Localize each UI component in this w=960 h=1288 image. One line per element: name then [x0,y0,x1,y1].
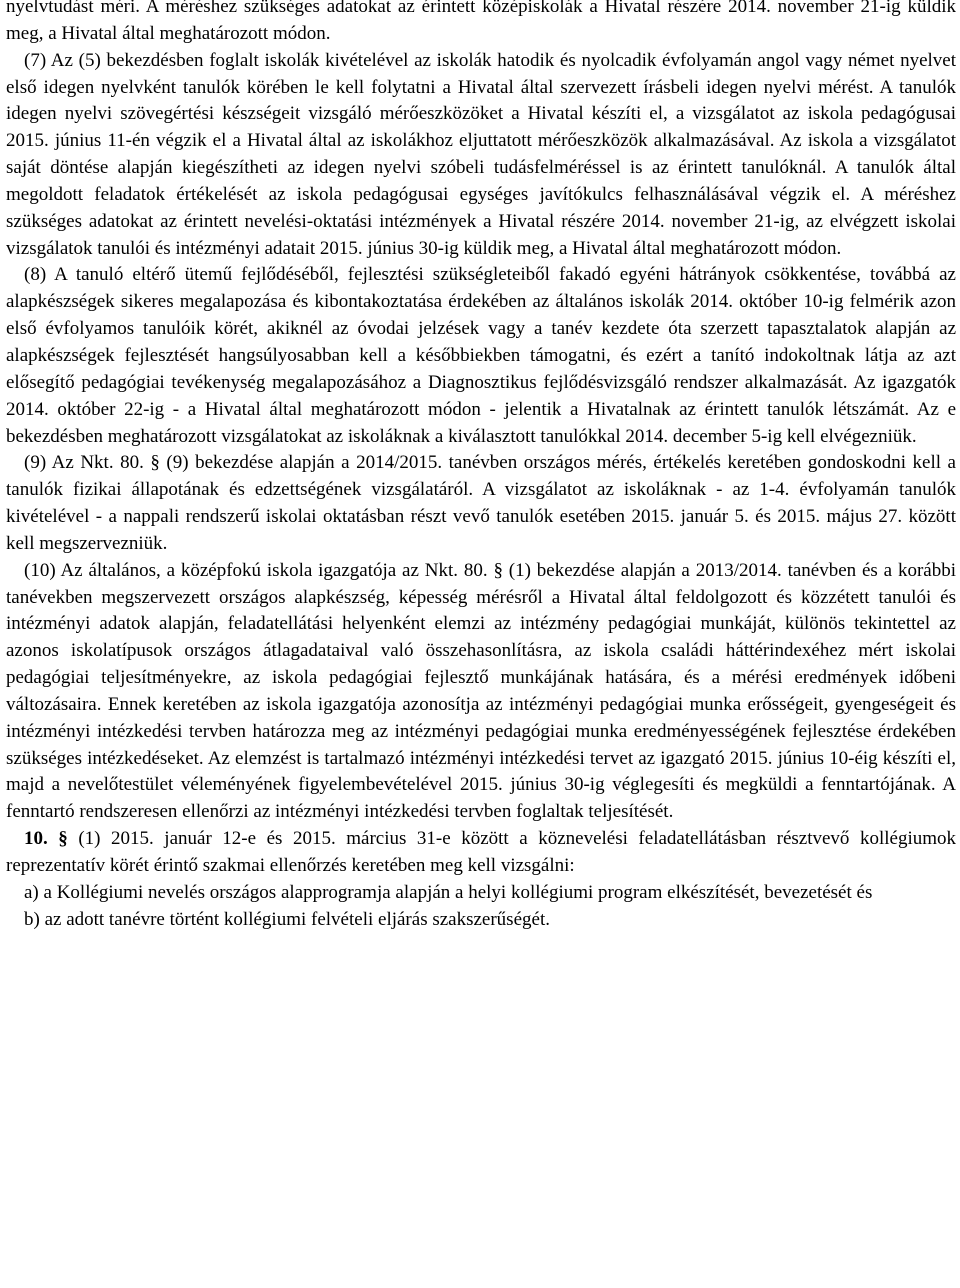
paragraph-9: (9) Az Nkt. 80. § (9) bekezdése alapján a 2014/2015. tanévben országos mérés, értékelés keretében gondoskodni kell a tanulók fizikai állapotának és edzettségének vizsgálatáról. A vizsgálatot az iskoláknak - az 1-4. évfolyamán tanulók kivételével - a nappali rendszerű iskolai oktatásban részt vevő tanulók esetében 2015. január 5. és 2015. május 27. között kell megszervezniük. [6,452,956,554]
document-page [6,0,956,934]
section-10 [6,826,956,880]
list-item-a: a) a Kollégiumi nevelés országos alapprogramja alapján a helyi kollégiumi program elkészítését, bevezetését és [24,881,873,903]
paragraph-10: (10) Az általános, a középfokú iskola igazgatója az Nkt. 80. § (1) bekezdése alapján a 2013/2014. tanévben és a korábbi tanévekben megszervezett országos alapkészség, képesség mérésről a Hivatal által feldolgozott és közzétett tanulói és intézményi adatok alapján, feladatellátási helyenként elemzi az intézmény pedagógiai munkáját, különös tekintettel az azonos iskolatípusok országos átlagadataival való összehasonlításra, az iskola családi háttérindexéhez mért iskolai pedagógiai teljesítményekre, az iskola pedagógiai fejlesztő munkájának hatására, és a mérési eredmények időbeni változásaira. Ennek keretében az iskola igazgatója azonosítja az intézményi pedagógiai munka erősségeit, gyengeségeit és intézményi intézkedési tervben határozza meg az intézményi pedagógiai munka eredményességének fejlesztése érdekében szükséges intézkedéseket. Az elemzést is tartalmazó intézményi intézkedési tervet az igazgató 2015. június 10-éig készíti el, majd a nevelőtestület véleményének figyelembevételével 2015. június 30-ig véglegesíti és megküldi a fenntartójának. A fenntartó rendszeresen ellenőrzi az intézményi intézkedési tervben foglaltak teljesítését. [6,559,956,823]
section-10-number: 10. § [24,828,68,850]
list-item-b: b) az adott tanévre történt kollégiumi felvételi eljárás szakszerűségét. [24,908,550,930]
paragraph-7: (7) Az (5) bekezdésben foglalt iskolák kivételével az iskolák hatodik és nyolcadik évfolyamán angol vagy német nyelvet első idegen nyelvként tanulók körében le kell folytatni a Hivatal által szervezett írásbeli idegen nyelvi mérést. A tanulók idegen nyelvi szövegértési készségeit vizsgáló mérőeszközöket a Hivatal készíti el, a vizsgálatot az iskola pedagógusai 2015. június 11-én végzik el a Hivatal által az iskolákhoz eljuttatott mérőeszközök alkalmazásával. Az iskola a vizsgálatot saját döntése alapján kiegészítheti az idegen nyelvi szóbeli tudásfelméréssel is az érintett tanulóknál. A tanulók által megoldott feladatok értékelését az iskola pedagógusai egységes javítókulcs felhasználásával végzik el. A méréshez szükséges adatokat az érintett nevelési-oktatási intézmények a Hivatal részére 2014. november 21-ig, az elvégzett iskolai vizsgálatok tanulói és intézményi adatait 2015. június 30-ig küldik meg, a Hivatal által meghatározott módon. [6,49,956,259]
section-10-text: (1) 2015. január 12-e és 2015. március 31-e között a köznevelési feladatellátásban résztvevő kollégiumok reprezentatív körét érintő szakmai ellenőrzés keretében meg kell vizsgálni: [6,828,956,876]
paragraph-8: (8) A tanuló eltérő ütemű fejlődéséből, fejlesztési szükségleteiből fakadó egyéni hátrányok csökkentése, továbbá az alapkészségek sikeres megalapozása és kibontakoztatása érdekében az általános iskolák 2014. október 10-ig felmérik azon első évfolyamos tanulóik körét, akiknél az óvodai jelzések vagy a tanév kezdete óta szerzett tapasztalatok alapján az alapkészségek fejlesztését hangsúlyosabban kell a későbbiekben támogatni, és ezért a tanító indokoltnak látja az azt elősegítő pedagógiai tevékenység megalapozásához a Diagnosztikus fejlődésvizsgáló rendszer alkalmazását. Az igazgatók 2014. október 22-ig - a Hivatal által meghatározott módon - jelentik a Hivatalnak az érintett tanulók létszámát. Az e bekezdésben meghatározott vizsgálatokat az iskoláknak a kiválasztott tanulókkal 2014. december 5-ig kell elvégezniük. [6,264,956,447]
paragraph-continuation: nyelvtudást méri. A méréshez szükséges adatokat az érintett középiskolák a Hivatal részére 2014. november 21-ig küldik meg, a Hivatal által meghatározott módon. [6,0,956,44]
